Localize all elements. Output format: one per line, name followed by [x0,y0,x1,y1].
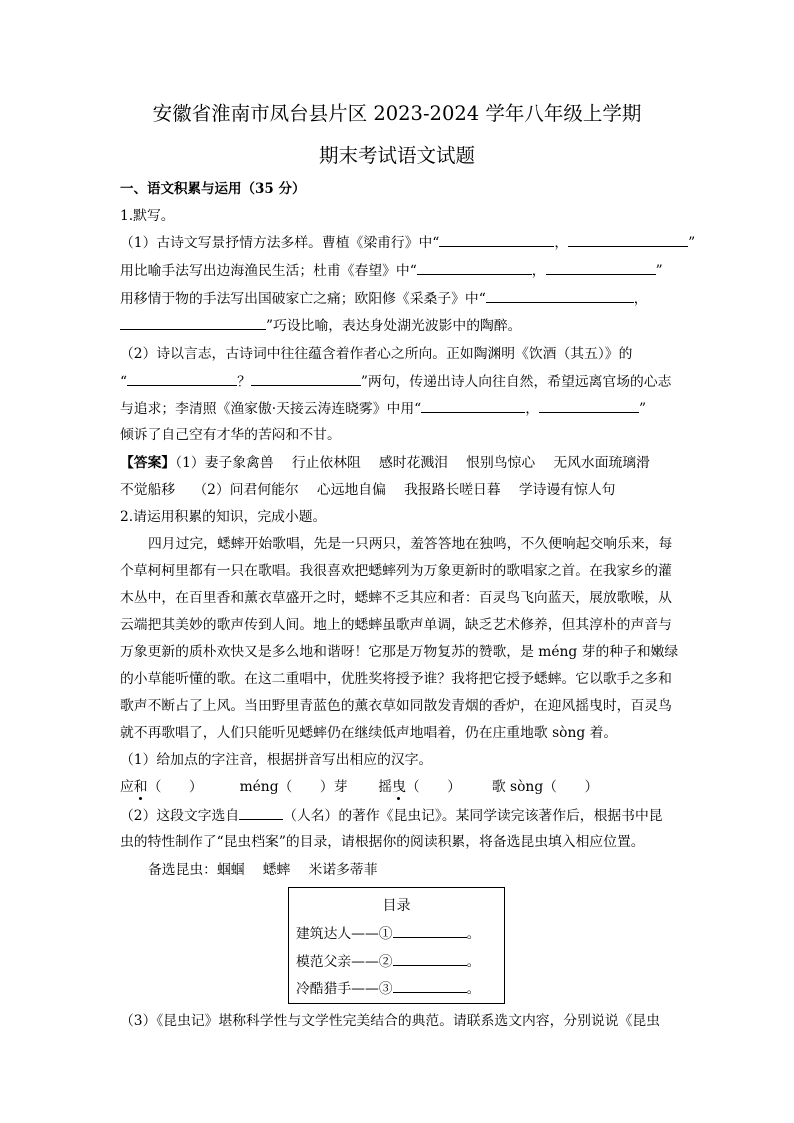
blank-answer[interactable] [127,371,237,386]
text: ， [525,401,539,417]
q1-p2-line4: 倾诉了自己空有才华的苦闷和不甘。 [120,427,341,443]
passage-line: 就不再歌唱了，人们只能听见蟋蟀仍在继续低声地唱着，仍在庄重地歌 sòng 着。 [120,725,618,741]
text: （人名）的著作《昆虫记》。某同学读完该著作后，根据书中昆 [283,808,663,824]
passage-line: 四月过完，蟋蟀开始歌唱，先是一只两只，羞答答地在独鸣，不久便响起交响乐来，每 [148,536,673,552]
q1-p1-line1 [120,232,695,253]
pinyin-row [120,777,598,797]
passage-line: 万象更新的质朴欢快又是多么地和谐呀！它那是万物复苏的赞歌，是 méng 芽的种子和嫩绿 [120,644,679,660]
text: 应 [120,779,134,795]
pinyin-item[interactable]: méng（ ）芽 [239,779,348,795]
text: ？ [237,374,251,390]
text: 摇 [378,779,393,795]
page-title: 安徽省淮南市凤台县片区 2023-2024 学年八年级上学期 [152,102,642,125]
blank-answer[interactable] [120,315,266,330]
text: 用比喻手法写出边海渔民生活；杜甫《春望》中“ [120,263,417,279]
q1-p2-line1: （2）诗以言志，古诗词中往往蕴含着作者心之所向。正如陶渊明《饮酒（其五）》的 [120,346,633,362]
text: ， [531,263,546,279]
section-heading: 一、语文积累与运用（35 分） [120,181,306,197]
toc-title: 目录 [382,898,411,914]
toc-row [296,922,480,942]
toc-label: 建筑达人——① [296,926,393,942]
q2-sub1: （1）给加点的字注音，根据拼音写出相应的汉字。 [120,752,433,768]
blank-answer[interactable] [568,232,688,247]
blank-answer[interactable] [393,978,467,993]
q2-sub2-line1 [120,805,663,826]
text: （1）古诗文写景抒情方法多样。曹植《梁甫行》中“ [120,235,440,251]
text: ， [633,291,648,307]
q1-p1-line4 [120,315,521,336]
blank-answer[interactable]: （ ） [405,779,462,795]
blank-answer[interactable] [393,923,467,938]
blank-answer[interactable]: （ ） [147,779,203,795]
toc-row [296,950,480,970]
text: 。 [466,981,481,997]
blank-answer[interactable] [417,260,532,275]
q1-label: 1.默写。 [120,208,175,224]
q2-label: 2.请运用积累的知识，完成小题。 [120,509,327,525]
blank-answer[interactable] [251,371,361,386]
q2-sub2-line2: 虫的特性制作了“昆虫档案”的目录，请根据你的阅读积累，将备选昆虫填入相应位置。 [120,834,645,850]
q1-p1-line2 [120,260,663,281]
answer-text: （1）妻子象禽兽 行止依林阻 感时花溅泪 恨别鸟惊心 无风水面琉璃滑 [175,455,650,471]
text: ”两句，传递出诗人向往自然，希望远离官场的心志 [360,374,672,390]
pinyin-item[interactable]: 歌 sòng（ ） [491,779,599,795]
q1-p1-line3 [120,288,648,309]
toc-box [288,887,505,1004]
passage-line: 的小草能听懂的歌。在这二重唱中，优胜奖将授予谁？我将把它授予蟋蟀。它以歌手之多和 [120,671,672,687]
blank-answer[interactable] [486,288,634,303]
blank-answer[interactable] [439,232,554,247]
q2-sub3: （3）《昆虫记》堪称科学性与文学性完美结合的典范。请联系选文内容，分别说说《昆虫 [120,1013,660,1029]
text: （2）这段文字选自 [120,808,240,824]
text: 。 [466,926,481,942]
answer-line1 [120,453,650,473]
dotted-char: 曳 [392,779,406,795]
text: ， [554,235,569,251]
blank-answer[interactable] [239,805,283,820]
text: 用移情于物的手法写出国破家亡之痛；欧阳修《采桑子》中“ [120,291,486,307]
passage-line: 歌声不断占了上风。当田野里青蓝色的薰衣草如同散发青烟的香炉，在迎风摇曳时，百灵鸟 [120,698,672,714]
candidate-insects: 备选昆虫：蝈蝈 蟋蟀 米诺多蒂菲 [148,862,378,878]
q1-p2-line3 [120,398,646,419]
text: ” [638,401,647,417]
toc-label: 模范父亲——② [296,954,393,970]
text: ” [688,235,696,251]
toc-row [296,977,480,997]
answer-label: 【答案】 [120,455,176,471]
dotted-char: 和 [133,779,148,795]
blank-answer[interactable] [539,398,639,413]
text: 与追求；李清照《渔家傲·天接云涛连晓雾》中用“ [120,401,422,417]
text: “ [120,374,128,390]
passage-line: 云端把其美妙的歌声传到人间。地上的蟋蟀虽歌声单调，缺乏艺术修养，但其淳朴的声音与 [120,617,672,633]
toc-label: 冷酷猎手——③ [296,981,393,997]
page-subtitle: 期末考试语文试题 [318,144,475,167]
text: ” [655,263,663,279]
passage-line: 木丛中，在百里香和薰衣草盛开之时，蟋蟀不乏其应和者：百灵鸟飞向蓝天，展放歌喉，从 [120,590,672,606]
text: 。 [466,954,481,970]
text: ”巧设比喻，表达身处湖光波影中的陶醉。 [266,318,522,334]
blank-answer[interactable] [393,951,467,966]
q1-p2-line2 [120,371,671,392]
blank-answer[interactable] [421,398,525,413]
blank-answer[interactable] [546,260,656,275]
passage-line: 个草柯柯里都有一只在歌唱。我很喜欢把蟋蟀列为万象更新时的歌唱家之首。在我家乡的灌 [120,563,672,579]
answer-line2: 不觉船移 （2）问君何能尔 心远地自偏 我报路长嗟日暮 学诗谩有惊人句 [120,482,616,498]
